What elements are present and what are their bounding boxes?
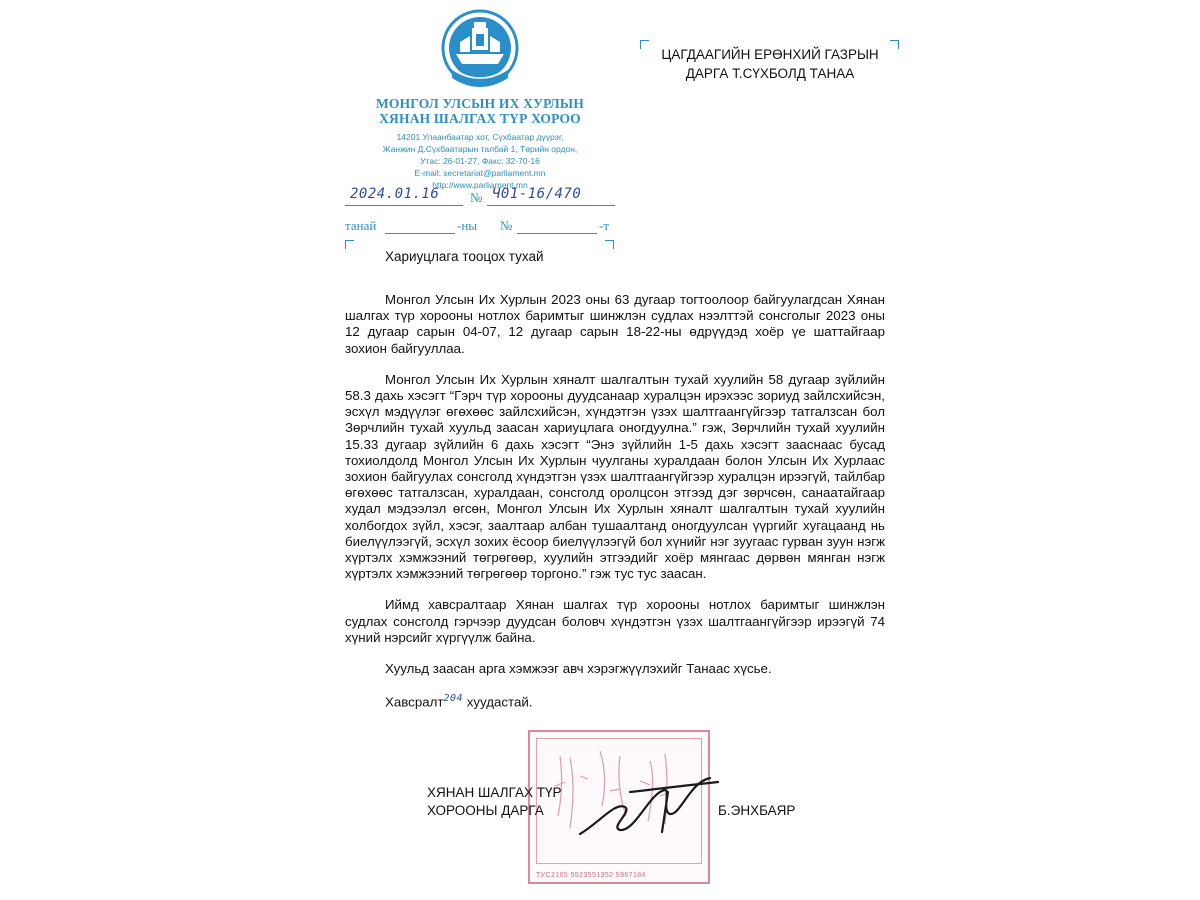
address-line: Жанжин Д.Сүхбаатарын талбай 1, Төрийн ордон, [382, 144, 578, 154]
org-name-line2: ХЯНАН ШАЛГАХ ТҮР ХОРОО [379, 111, 581, 126]
date-underline [345, 205, 463, 206]
handwritten-number: Ч01-16/470 [492, 186, 582, 202]
letter-body [345, 292, 885, 725]
letterhead-address [340, 131, 620, 191]
paragraph: Монгол Улсын Их Хурлын 2023 оны 63 дугаар тогтоолоор байгуулагдсан Хянан шалгах түр хорооны нотлох баримтыг шинжлэн судлах нээлттэй сонсголыг 2023 оны 12 дугаар сарын 04-07, 12 дугаар сарын 18-22-ны өдрүүдэд хоёр үе шаттайгаар зохион байгууллаа. [345, 292, 885, 356]
signatory-title-line2: ХОРООНЫ ДАРГА [427, 803, 544, 818]
paragraph: Монгол Улсын Их Хурлын хяналт шалгалтын тухай хуулийн 58 дугаар зүйлийн 58.3 дахь хэсэгт “Гэрч түр хорооны дуудсанаар хуралцэн ирэхээс зориуд зайлсхийсэн, эсхүл мэдүүлэг өгөхөөс зайлсхийсэн, хүндэтгэн үзэх шалтгаангүйгээр татгалзсан бол Зөрчлийн тухай хуульд заасан хариуцлага оногдуулна.” гэж, Зөрчлийн тухай хуулийн 15.33 дугаар зүйлийн 6 дахь хэсэгт “Энэ зүйлийн 1-5 дахь хэсэгт зааснаас бусад тохиолдолд Монгол Улсын Их Хурлын чуулганы хуралдаан болон Улсын Их Хурлаас зохион байгуулах сонсголд хүндэтгэн үзэх шалтгаангүйгээр хуралцэн ирээгүй, тайлбар өгөхөөс татгалзсан, хуралдаан, сонсголд оролцсон этгээд дэг зөрчсөн, санаатайгаар худал мэдээлэл өгсөн, Монгол Улсын Их Хурлын хяналт шалгалтын тухай хуулийн холбогдох зүйл, хэсэг, заалтаар албан тушаалтанд оногдуулсан үүргийг хугацаанд нь биелүүлээгүй, эсхүл зохих ёсоор биелүүлээгүй бол хүнийг нэг зуугаас гурван зуун нэгж хүртэлх хэмжээний төгрөгөөр, хуулийн этгээдийг хоёр мянгаас дөрвөн мянган нэгж хүртэлх хэмжээний төгрөгөөр торгоно.” гэж тус тус заасан. [345, 371, 885, 582]
organization-name [340, 96, 620, 126]
recipient-line1: ЦАГДААГИЙН ЕРӨНХИЙ ГАЗРЫН [661, 47, 879, 62]
address-line: http://www.parliament.mn [432, 180, 528, 190]
attachment-prefix: Хавсралт [385, 694, 444, 710]
attachment-pages-handwritten: 204 [443, 693, 464, 705]
number-label: № [470, 190, 483, 205]
corner-bracket [605, 240, 614, 249]
letter-subject: Хариуцлага тооцох тухай [385, 249, 544, 264]
ref-date-underline [385, 233, 455, 234]
reference-line [345, 218, 615, 236]
handwritten-signature [570, 772, 720, 842]
number-underline [487, 205, 615, 206]
attachment-suffix: хуудастай. [463, 694, 533, 710]
stamp-number: ТУС2105 5523551352 5967184 [536, 872, 646, 879]
ref-number-underline [517, 233, 597, 234]
signatory-title [427, 784, 561, 820]
tanai-label: танай [345, 218, 377, 233]
state-emblem-icon [440, 8, 520, 96]
recipient-line2: ДАРГА Т.СҮХБОЛД ТАНАА [685, 66, 855, 81]
recipient-block [655, 45, 885, 83]
signatory-title-line1: ХЯНАН ШАЛГАХ ТҮР [427, 785, 562, 800]
signatory-name: Б.ЭНХБАЯР [718, 803, 796, 818]
address-line: E-mail: secretariat@parliament.mn [414, 168, 546, 178]
ref-number-label: № [500, 218, 513, 233]
address-line: Утас: 26-01-27, Факс: 32-70-16 [420, 156, 540, 166]
paragraph: Хуульд заасан арга хэмжээг авч хэрэгжүүлэхийг Танаас хүсье. [385, 661, 772, 677]
nyi-label: -ны [457, 218, 478, 233]
corner-bracket [345, 240, 354, 249]
address-line: 14201 Улаанбаатар хот, Сүхбаатар дүүрэг, [396, 132, 564, 142]
paragraph: Иймд хавсралтаар Хянан шалгах түр хорооны нотлох баримтыг шинжлэн судлах сонсголд гэрчээр дуудсан боловч хүндэтгэн үзэх шалтгаангүйгээр ирээгүй 74 хүний нэрсийг хүргүүлж байна. [345, 597, 885, 645]
handwritten-date: 2024.01.16 [350, 186, 440, 202]
corner-bracket [640, 40, 649, 49]
attachment-line [345, 691, 885, 711]
corner-bracket [890, 40, 899, 49]
org-name-line1: МОНГОЛ УЛСЫН ИХ ХУРЛЫН [375, 96, 585, 111]
t-label: -т [599, 218, 610, 233]
